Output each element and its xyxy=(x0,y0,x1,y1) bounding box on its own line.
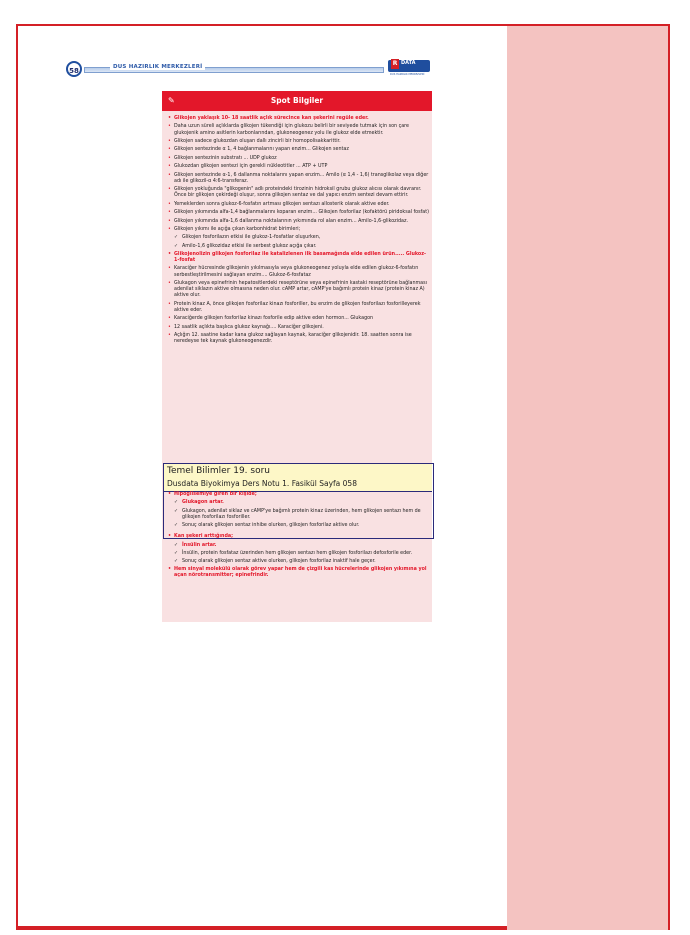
card-header xyxy=(162,91,432,111)
list-item: • Glikojen yıkımında alfa-1,4 bağlanmalarını koparan enzim... Glikojen fosforilaz (kofaktörü piridoksal fosfat) xyxy=(168,210,430,216)
list-item: • Açlığın 12. saatine kadar kana glukoz sağlayan kaynak, karaciğer glikojenidir. 18. saatten sonra ise neredeyse tek kaynak glukoneogenezdir. xyxy=(168,333,430,345)
list-item: • Karaciğer hücresinde glikojenin yıkılmasıyla veya glukoneogenez yoluyla elde edilen glukoz-6-fosfatın serbestleştirilmesini sağlayan enzim.... Glukoz-6-fosfataz xyxy=(168,266,430,278)
logo-subtext: DUS HAZIRLIK MERKEZLERİ xyxy=(390,73,425,76)
sub-item: ✓ Amilo-1,6 glikozidaz etkisi ile serbest glukoz açığa çıkar. xyxy=(168,244,430,250)
card-title: Spot Bilgiler xyxy=(270,96,324,105)
reference-header xyxy=(164,464,432,492)
list-item: • Glikojenolizin glikojen fosforilaz ile katalizlenen ilk basamağında elde edilen ürün..... Glukoz-1-fosfat xyxy=(168,252,430,264)
sub-item: ✓ Sonuç olarak glikojen sentaz inhibe olurken, glikojen fosforilaz aktive olur. xyxy=(168,523,430,529)
pen-icon: ✎ xyxy=(168,96,175,105)
list-item: • Glikojen sentezinde α-1, 6 dallanma noktalarını yapan enzim... Amilo (α 1,4 - 1,6) transglikolaz veya diğer adı ile glikozil-α 4:6-transferaz. xyxy=(168,173,430,185)
list-item: • Daha uzun süreli açlıklarda glikojen tükendiği için glukozu belirli bir seviyede tutmak için son çare glukojenik amino asitlerin karbonlarından, glukoneogenez yolu ile glukoz elde etmektir. xyxy=(168,124,430,136)
list-item: • Glikojen yaklaşık 10- 18 saatlik açlık sürecince kan şekerini regüle eder. xyxy=(168,116,430,122)
list-item: • Glikojen yıkımında alfa-1,6 dallanma noktalarının yıkımında rol alan enzim... Amilo-1,6-glikozidaz. xyxy=(168,219,430,225)
list-item: • 12 saatlik açlıkta başlıca glukoz kaynağı.... Karaciğer glikojeni. xyxy=(168,325,430,331)
list-item: • Glikojen yıkımı ile açığa çıkan karbonhidrat birimleri; xyxy=(168,227,430,233)
logo-text: DATA xyxy=(401,60,416,66)
list-item: • Glikojen sentezinde α 1, 4 bağlanmalarını yapan enzim... Glikojen sentaz xyxy=(168,147,430,153)
list-item: • Glikojen sentezinin substratı ... UDP glukoz xyxy=(168,156,430,162)
list-item: • Glukozdan glikojen sentezi için gerekli nükleotitler ... ATP + UTP xyxy=(168,164,430,170)
reference-source: Dusdata Biyokimya Ders Notu 1. Fasikül Sayfa 058 xyxy=(167,479,357,488)
list-item: • Kan şekeri arttığında; xyxy=(168,534,430,540)
right-margin-panel xyxy=(507,24,670,930)
sub-item: ✓ İnsülin artar. xyxy=(168,543,430,549)
list-item: • Hem sinyal molekülü olarak görev yapar hem de çizgili kas hücrelerinde glikojen yıkımına yol açan nörotransmitter; epinefrindir. xyxy=(168,567,430,579)
page-header xyxy=(66,60,426,76)
list-item: • Glukagon veya epinefrinin hepatositlerdeki reseptörüne veya epinefrinin kastaki reseptörüne bağlanması adenilat siklazın aktive olmasına neden olur. cAMP artar, cAMP'ye bağımlı protein kinaz (protein kinaz A) aktive olur. xyxy=(168,281,430,300)
page-number: 58 xyxy=(66,61,82,77)
lower-items-list xyxy=(168,492,430,582)
reference-question: Temel Bilimler 19. soru xyxy=(167,466,270,476)
list-item: • Karaciğerde glikojen fosforilaz kinazı fosforile edip aktive eden hormon... Glukagon xyxy=(168,316,430,322)
list-item: • Glikojen sadece glukozdan oluşan dallı zincirli bir homopolisakkarittir. xyxy=(168,139,430,145)
sub-item: ✓ İnsülin, protein fosfataz üzerinden hem glikojen sentazı hem glikojen fosforilazı defosforile eder. xyxy=(168,551,430,557)
logo-r-mark: R xyxy=(392,60,398,67)
sub-item: ✓ Glukagon, adenilat siklaz ve cAMP'ye bağımlı protein kinaz üzerinden, hem glikojen sentazı hem de glikojen fosforilazı fosforiller. xyxy=(168,509,430,521)
list-item: • Protein kinaz A, önce glikojen fosforilaz kinazı fosforiller, bu enzim de glikojen fosforilazı fosforilleyerek aktive eder. xyxy=(168,302,430,314)
sub-item: ✓ Glukagon artar. xyxy=(168,500,430,506)
sub-item: ✓ Glikojen fosforilazın etkisi ile glukoz-1-fosfatlar oluşurken, xyxy=(168,235,430,241)
sub-item: ✓ Sonuç olarak glikojen sentaz aktive olurken, glikojen fosforilaz inaktif hale geçer. xyxy=(168,559,430,565)
list-item: • Glikojen yokluğunda "glikogenin" adlı proteindeki tirozinin hidroksil grubu glukoz alıcısı olarak davranır. Önce bir glikojen çekirdeği oluşur, sonra glikojen sentaz ve dal yapıcı enzim sentezi devam ettirir. xyxy=(168,187,430,199)
dusdata-logo xyxy=(388,58,432,78)
header-title: DUS HAZIRLIK MERKEZLERİ xyxy=(110,64,205,70)
list-item: • Yemeklerden sonra glukoz-6-fosfatın artması glikojen sentazı allosterik olarak aktive eder. xyxy=(168,202,430,208)
list-item: • Hipoglisemiye giren bir kişide; xyxy=(168,492,430,498)
spot-items-list xyxy=(168,116,430,348)
